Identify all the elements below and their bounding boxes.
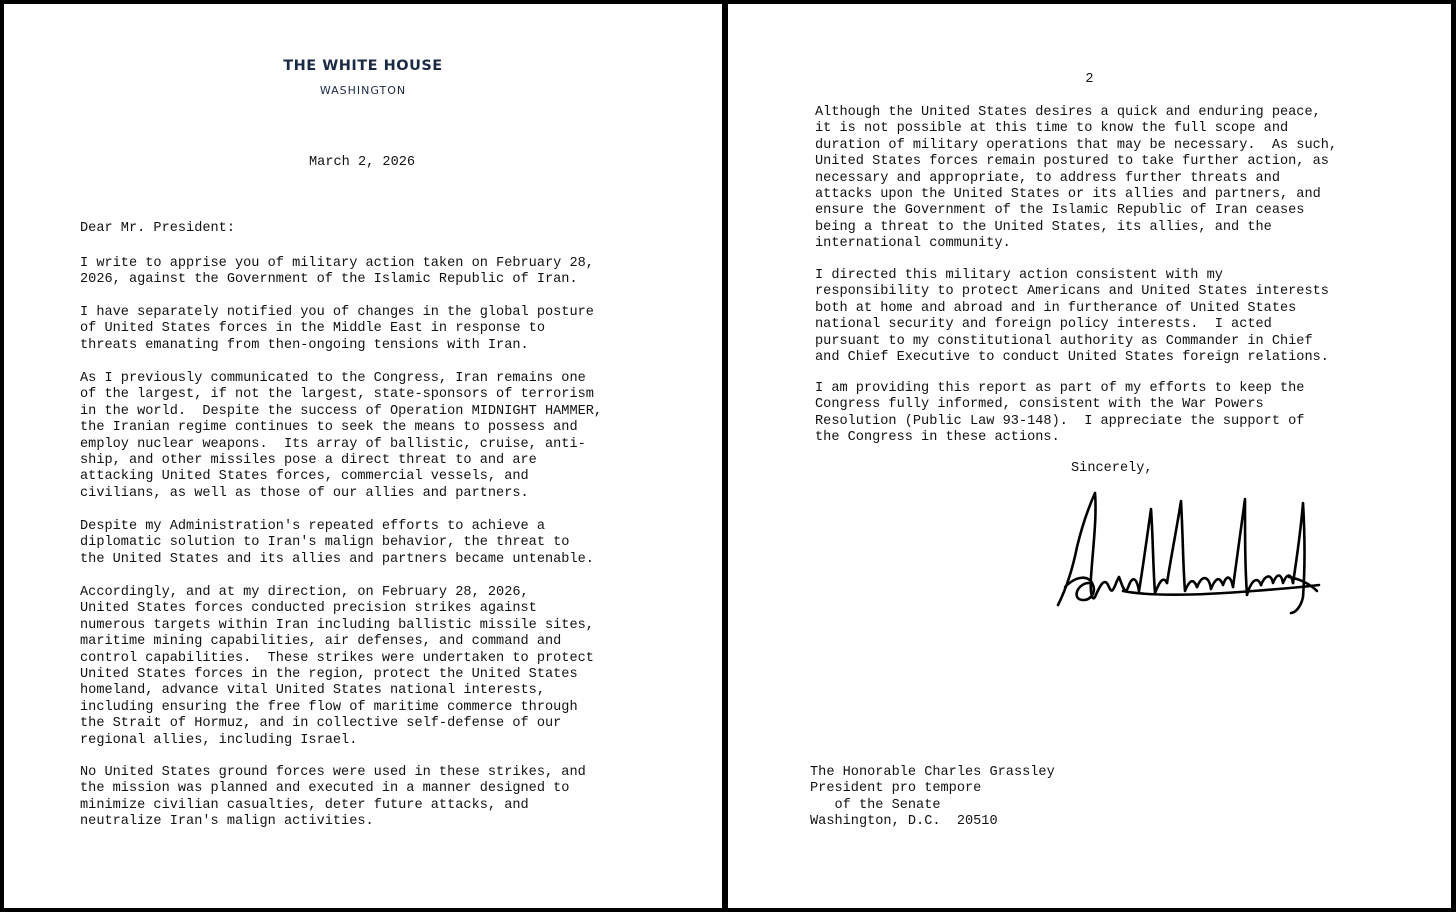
page-number: 2 (1085, 72, 1094, 87)
salutation: Dear Mr. President: (80, 221, 235, 236)
recipient-address: The Honorable Charles Grassley President pro tempore of the Senate Washington, D.C. 20510 (810, 765, 1055, 830)
paragraph-2: I have separately notified you of changes in the global posture of United States forces in the Middle East in response to threats emanating from then-ongoing tensions with Iran. (80, 305, 594, 353)
paragraph-8: I directed this military action consistent with my responsibility to protect Americans and United States interests both at home and abroad and in furtherance of United States national security and foreign policy interests. I acted pursuant to my constitutional authority as Commander in Chief and Chief Executive to conduct United States foreign relations. (815, 268, 1329, 366)
paragraph-6: No United States ground forces were used in these strikes, and the mission was planned and executed in a manner designed to minimize civilian casualties, deter future attacks, and neutralize Iran's malign activities. (80, 765, 586, 830)
paragraph-5: Accordingly, and at my direction, on February 28, 2026, United States forces conducted precision strikes against numerous targets within Iran including ballistic missile sites, maritime mining capabilities, air defenses, and command and control capabilities. These strikes were undertaken to protect United States forces in the region, protect the United States homeland, advance vital United States national interests, including ensuring the free flow of maritime commerce through the Strait of Hormuz, and in collective self-defense of our regional allies, including Israel. (80, 585, 594, 748)
letterhead-subtitle: WASHINGTON (319, 84, 407, 97)
letter-page-2 (728, 4, 1451, 908)
paragraph-3: As I previously communicated to the Congress, Iran remains one of the largest, if not the largest, state-sponsors of terrorism in the world. Despite the success of Operation MIDNIGHT HAMMER, the Iranian regime continues to seek the means to possess and employ nuclear weapons. Its array of ballistic, cruise, anti- ship, and other missiles pose a direct threat to and are attacking United States forces, commercial vessels, and civilians, as well as those of our allies and partners. (80, 371, 603, 501)
paragraph-1: I write to apprise you of military action taken on February 28, 2026, against the Government of the Islamic Republic of Iran. (80, 256, 594, 288)
signature-image (1053, 487, 1323, 622)
letterhead-title: THE WHITE HOUSE (283, 58, 443, 74)
letter-date: March 2, 2026 (309, 155, 416, 170)
letter-page-1 (4, 4, 722, 908)
paragraph-7: Although the United States desires a quick and enduring peace, it is not possible at this time to know the full scope and duration of military operations that may be necessary. As such, United States forces remain postured to take further action, as necessary and appropriate, to address further threats and attacks upon the United States or its allies and partners, and ensure the Government of the Islamic Republic of Iran ceases being a threat to the United States, its allies, and the international community. (815, 105, 1338, 252)
paragraph-4: Despite my Administration's repeated efforts to achieve a diplomatic solution to Iran's malign behavior, the threat to the United States and its allies and partners became untenable. (80, 519, 594, 567)
closing: Sincerely, (1071, 461, 1153, 476)
paragraph-9: I am providing this report as part of my efforts to keep the Congress fully informed, consistent with the War Powers Resolution (Public Law 93-148). I appreciate the support of the Congress in these actions. (815, 381, 1305, 446)
